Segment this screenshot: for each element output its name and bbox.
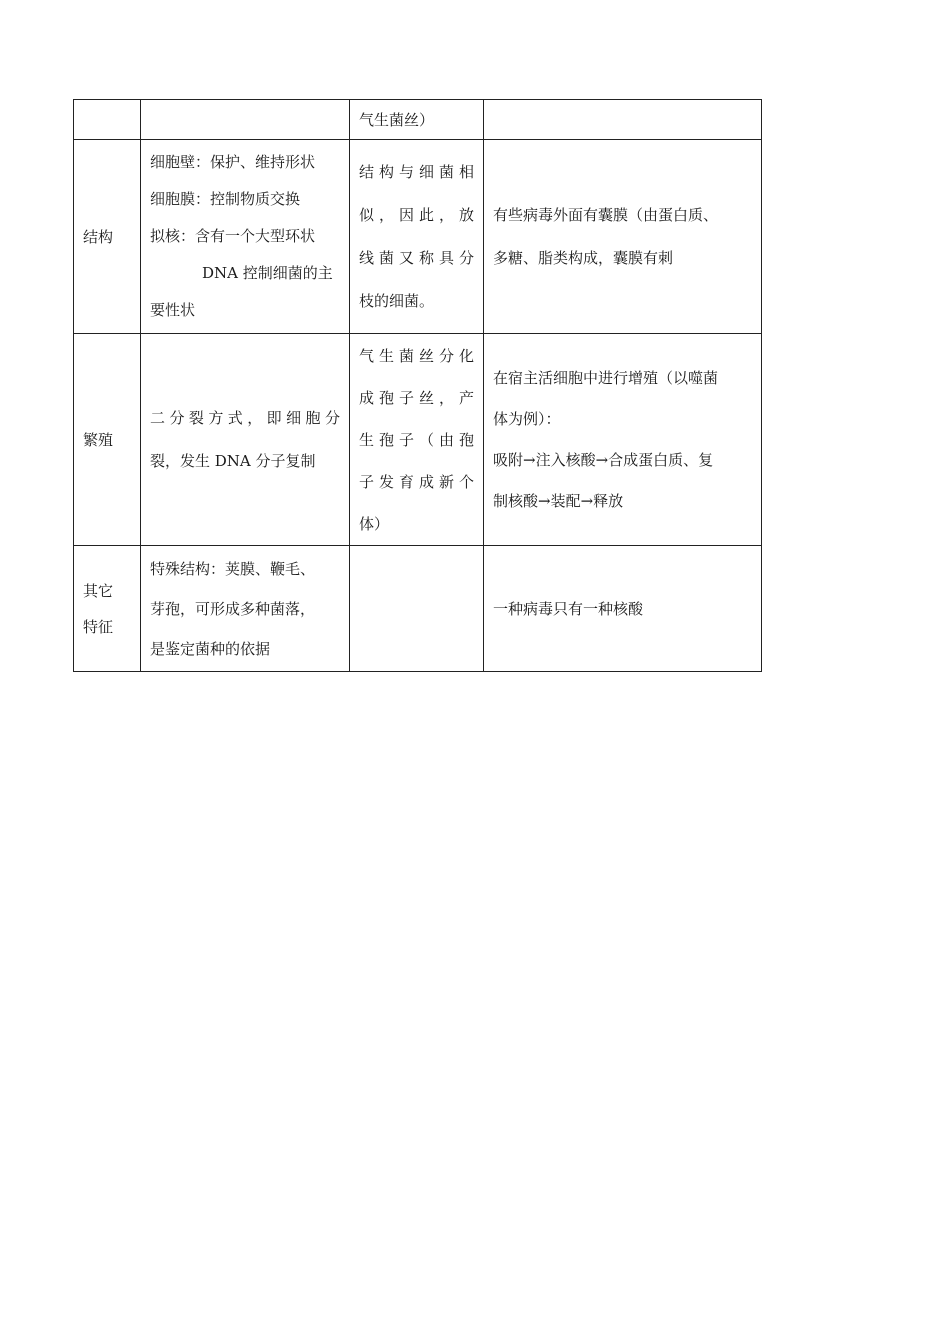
cell-line: 在宿主活细胞中进行增殖（以噬菌 (493, 368, 719, 387)
cell-line: 细胞膜：控制物质交换 (150, 190, 301, 208)
cell-line: 有些病毒外面有囊膜（由蛋白质、 (493, 205, 719, 224)
cell-line: 制核酸→装配→释放 (493, 491, 624, 510)
cell-line: 芽孢，可形成多种菌落， (150, 599, 316, 618)
virus-cell (484, 100, 762, 140)
cell-line: 子发育成新个 (359, 472, 474, 491)
cell-line: 吸附→注入核酸→合成蛋白质、复 (493, 450, 714, 469)
virus-cell (484, 334, 762, 546)
cell-line: 细胞壁：保护、维持形状 (150, 153, 316, 171)
virus-cell (484, 140, 762, 334)
row-label-cell (74, 334, 141, 546)
row-label: 其它 (83, 581, 114, 600)
actinomycete-cell (350, 546, 484, 672)
cell-line: 线菌又称具分 (359, 248, 474, 267)
row-label-cell (74, 140, 141, 334)
cell-line: 枝的细菌。 (359, 291, 435, 310)
cell-line: 要性状 (150, 301, 196, 319)
cell-text: 气生菌丝） (359, 110, 435, 129)
row-label: 繁殖 (83, 430, 114, 449)
cell-line: DNA 控制细菌的主 (202, 264, 333, 282)
row-label-cell (74, 100, 141, 140)
cell-line: 拟核：含有一个大型环状 (150, 227, 316, 245)
bacteria-cell (141, 334, 350, 546)
bacteria-cell (141, 140, 350, 334)
cell-line: 结构与细菌相 (359, 162, 474, 181)
table-row (74, 100, 762, 140)
row-label-cell (74, 546, 141, 672)
table-row (74, 140, 762, 334)
actinomycete-cell (350, 140, 484, 334)
row-label: 结构 (83, 227, 114, 246)
cell-line: 似，因此，放 (359, 205, 474, 224)
cell-line: 成孢子丝，产 (359, 388, 474, 407)
cell-line: 二分裂方式，即细胞分 (150, 408, 340, 427)
cell-line: 特殊结构：荚膜、鞭毛、 (150, 559, 316, 578)
cell-line: 多糖、脂类构成，囊膜有刺 (493, 248, 674, 267)
cell-line: 是鉴定菌种的依据 (150, 639, 271, 658)
cell-line: 气生菌丝分化 (359, 346, 474, 365)
table-row (74, 546, 762, 672)
comparison-table (73, 99, 762, 672)
virus-cell (484, 546, 762, 672)
bacteria-cell (141, 546, 350, 672)
row-label: 特征 (83, 617, 114, 636)
cell-line: 体） (359, 514, 390, 533)
bacteria-cell (141, 100, 350, 140)
actinomycete-cell (350, 334, 484, 546)
actinomycete-cell (350, 100, 484, 140)
cell-line: 裂，发生 DNA 分子复制 (150, 451, 316, 470)
cell-line: 一种病毒只有一种核酸 (493, 599, 644, 618)
table-row (74, 334, 762, 546)
cell-line: 体为例）： (493, 409, 561, 428)
cell-line: 生孢子（由孢 (359, 430, 474, 449)
